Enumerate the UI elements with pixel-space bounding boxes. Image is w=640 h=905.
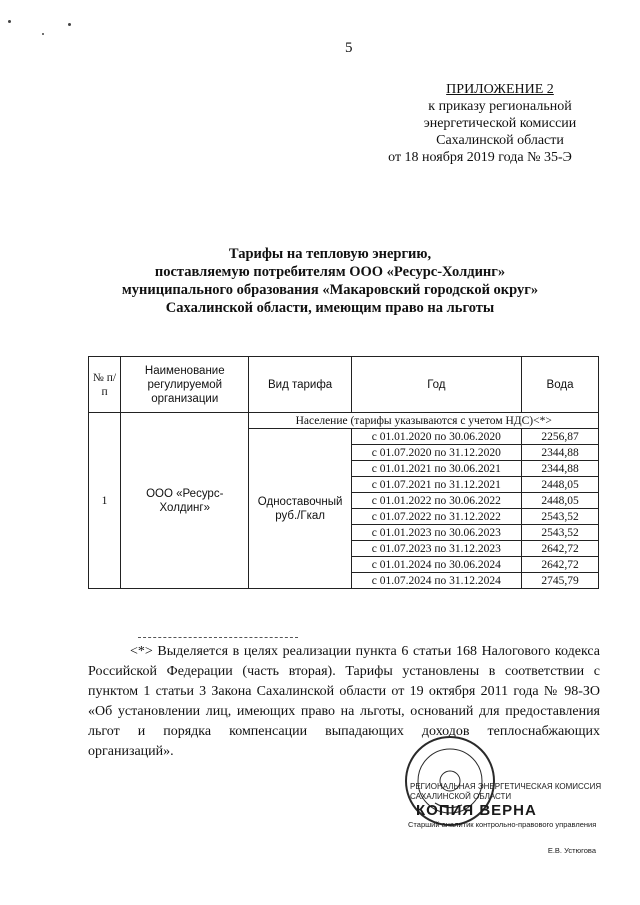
water-value-cell: 2642,72 (522, 541, 599, 557)
scan-speck (68, 23, 71, 26)
period-cell: с 01.01.2024 по 30.06.2024 (351, 557, 521, 573)
appendix-title: ПРИЛОЖЕНИЕ 2 (446, 82, 554, 97)
table-row (89, 413, 599, 429)
row-number: 1 (89, 413, 121, 589)
water-value-cell: 2448,05 (522, 477, 599, 493)
period-cell: с 01.07.2020 по 31.12.2020 (351, 445, 521, 461)
tariff-table (88, 356, 599, 589)
document-title (60, 245, 600, 317)
period-cell: с 01.07.2021 по 31.12.2021 (351, 477, 521, 493)
water-value-cell: 2543,52 (522, 509, 599, 525)
table-header-row (89, 357, 599, 413)
water-value-cell: 2344,88 (522, 461, 599, 477)
water-value-cell: 2448,05 (522, 493, 599, 509)
appendix-line: Сахалинской области (436, 133, 564, 148)
period-cell: с 01.07.2022 по 31.12.2022 (351, 509, 521, 525)
title-line: муниципального образования «Макаровский городской округ» (121, 282, 539, 298)
cert-org: РЕГИОНАЛЬНАЯ ЭНЕРГЕТИЧЕСКАЯ КОМИССИЯ САХАЛИНСКОЙ ОБЛАСТИ (410, 782, 602, 801)
period-cell: с 01.01.2020 по 30.06.2020 (351, 429, 521, 445)
period-cell: с 01.01.2021 по 30.06.2021 (351, 461, 521, 477)
cert-copy-verified: КОПИЯ ВЕРНА (416, 802, 537, 819)
header-water: Вода (522, 357, 599, 413)
tariff-type: Одноставочный руб./Гкал (249, 429, 351, 589)
appendix-line: энергетической комиссии (423, 116, 577, 131)
period-cell: с 01.01.2023 по 30.06.2023 (351, 525, 521, 541)
header-num: № п/п (89, 357, 121, 413)
water-value-cell: 2256,87 (522, 429, 599, 445)
scan-speck (42, 33, 44, 35)
consumer-group: Население (тарифы указываются с учетом НДС)<*> (249, 413, 599, 429)
title-line: поставляемую потребителям ООО «Ресурс-Холдинг» (154, 264, 506, 280)
water-value-cell: 2745,79 (522, 573, 599, 589)
appendix-header (388, 81, 600, 166)
org-name: ООО «Ресурс-Холдинг» (121, 413, 249, 589)
header-org: Наименование регулируемой организации (121, 357, 249, 413)
page-number: 5 (345, 40, 353, 56)
water-value-cell: 2642,72 (522, 557, 599, 573)
scan-speck (8, 20, 11, 23)
footnote: <*> Выделяется в целях реализации пункта 6 статьи 168 Налогового кодекса Российской Федерации (часть вторая). Тарифы установлены в соответствии с пунктом 1 статьи 3 Закона Сахалинской области от 19 октября 2011 года № 98-ЗО «Об установлении лиц, имеющих право на льготы, оснований для предоставления льгот и порядка компенсации выпадающих доходов теплоснабжающих организаций». (88, 644, 600, 759)
period-cell: с 01.01.2022 по 30.06.2022 (351, 493, 521, 509)
footnote-separator (138, 637, 298, 638)
header-year: Год (351, 357, 521, 413)
cert-signatory: Е.В. Устюгова (547, 846, 596, 855)
appendix-line: к приказу региональной (428, 99, 572, 114)
cert-position: Старший аналитик контрольно-правового управления (408, 820, 597, 829)
period-cell: с 01.07.2023 по 31.12.2023 (351, 541, 521, 557)
period-cell: с 01.07.2024 по 31.12.2024 (351, 573, 521, 589)
water-value-cell: 2344,88 (522, 445, 599, 461)
header-type: Вид тарифа (249, 357, 351, 413)
appendix-line: от 18 ноября 2019 года № 35-Э (388, 150, 572, 165)
title-line: Сахалинской области, имеющим право на льготы (165, 300, 495, 316)
title-line: Тарифы на тепловую энергию, (228, 246, 432, 262)
certification-stamp (408, 782, 604, 855)
water-value-cell: 2543,52 (522, 525, 599, 541)
